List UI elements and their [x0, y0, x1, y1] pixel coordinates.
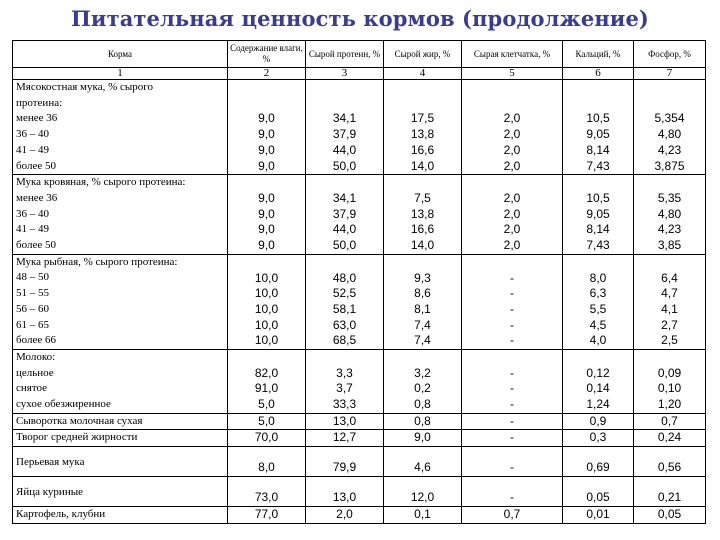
feed-name-line: менее 36 — [16, 191, 58, 204]
value: 34,1 — [332, 111, 357, 126]
value-cell-phosphorus — [634, 349, 706, 413]
feed-name-line: цельное — [16, 366, 54, 379]
value: 2,5 — [661, 333, 678, 348]
value-cell-fat — [384, 80, 462, 175]
value-cell-phosphorus: 0,7 — [634, 413, 706, 430]
value: 50,0 — [332, 158, 357, 173]
value-cell-protein — [306, 80, 384, 175]
value: 9,0 — [258, 222, 275, 237]
value: - — [510, 317, 514, 332]
value: 5,354 — [654, 111, 685, 126]
value: 9,05 — [586, 206, 610, 221]
value-cell-fiber: - — [462, 477, 563, 507]
feed-name-line: сухое обезжиренное — [16, 398, 111, 411]
value: 4,0 — [589, 333, 607, 348]
value-cell-moisture — [228, 175, 306, 255]
value: 37,9 — [332, 206, 357, 221]
value-cell-moisture — [228, 80, 306, 175]
value-cell-phosphorus — [634, 80, 706, 175]
value-cell-fat: 0,8 — [384, 413, 462, 430]
value: 2,0 — [503, 127, 521, 142]
value: 9,0 — [258, 127, 275, 142]
value: 10,0 — [254, 317, 279, 332]
value-cell-fat — [384, 175, 462, 255]
value: 0,8 — [414, 397, 431, 412]
value: 16,6 — [410, 142, 435, 157]
value: 4,23 — [657, 142, 682, 157]
column-number: 1 — [13, 68, 228, 80]
feed-name-cell: Картофель, клубни — [13, 507, 228, 524]
value: 9,0 — [258, 190, 275, 205]
table-row — [13, 175, 706, 255]
value: 0,12 — [586, 365, 610, 380]
value-cell-fiber — [462, 80, 563, 175]
value-cell-phosphorus — [634, 254, 706, 349]
feed-name-line: более 66 — [16, 334, 56, 347]
value: 7,5 — [414, 190, 431, 205]
value: 9,0 — [258, 238, 275, 253]
value: - — [510, 286, 514, 301]
table-row — [13, 413, 706, 430]
value-cell-fat: 4,6 — [384, 447, 462, 477]
value-cell-protein — [306, 254, 384, 349]
table-row — [13, 507, 706, 524]
feed-name-line: 36 – 40 — [16, 207, 49, 220]
value: 2,0 — [503, 158, 521, 173]
value: 2,0 — [503, 111, 521, 126]
value: 44,0 — [332, 142, 357, 157]
column-number-row — [13, 68, 706, 80]
value-cell-fiber — [462, 254, 563, 349]
value-cell-calcium — [563, 175, 634, 255]
value-cell-protein: 2,0 — [306, 507, 384, 524]
value-cell-phosphorus: 0,24 — [634, 430, 706, 447]
value-cell-calcium: 0,01 — [563, 507, 634, 524]
feed-name-line: 51 – 55 — [16, 287, 49, 300]
value: 5,5 — [589, 301, 607, 316]
value-cell-fat: 12,0 — [384, 477, 462, 507]
value: 9,05 — [586, 127, 610, 142]
value-cell-calcium: 0,3 — [563, 430, 634, 447]
value: 2,0 — [503, 238, 521, 253]
feed-name-line: 48 – 50 — [16, 271, 49, 284]
value-cell-protein: 13,0 — [306, 477, 384, 507]
value: - — [510, 333, 514, 348]
value: 10,0 — [254, 270, 279, 285]
header-protein: Сырой протеин, % — [306, 41, 384, 68]
value: 0,10 — [657, 381, 682, 396]
value: 44,0 — [332, 222, 357, 237]
value: 48,0 — [332, 270, 357, 285]
header-moisture: Содержание влаги, % — [228, 41, 306, 68]
value: 7,4 — [414, 317, 431, 332]
value: 2,0 — [503, 190, 521, 205]
feed-name-cell — [13, 254, 228, 349]
value: 91,0 — [254, 381, 279, 396]
value: 4,7 — [661, 286, 678, 301]
value: 10,0 — [254, 333, 279, 348]
value: 3,7 — [336, 381, 353, 396]
value: 3,85 — [657, 238, 682, 253]
feed-name-cell: Перьевая мука — [13, 447, 228, 477]
value: 37,9 — [332, 127, 357, 142]
value: - — [510, 365, 514, 380]
feed-name-cell: Творог средней жирности — [13, 430, 228, 447]
feed-name-line: Мука кровяная, % сырого протеина: — [16, 176, 186, 189]
value: 68,5 — [332, 333, 357, 348]
header-fiber: Сырая клетчатка, % — [462, 41, 563, 68]
value: 4,80 — [657, 127, 682, 142]
value: 8,14 — [586, 142, 610, 157]
value-cell-moisture: 8,0 — [228, 447, 306, 477]
feed-name-cell — [13, 349, 228, 413]
page-title: Питательная ценность кормов (продолжение) — [71, 6, 649, 31]
value: 10,0 — [254, 301, 279, 316]
feed-name-line: 41 – 49 — [16, 143, 49, 156]
feed-name-line: Мука рыбная, % сырого протеина: — [16, 255, 178, 268]
header-fat: Сырой жир, % — [384, 41, 462, 68]
feed-name-line: Молоко: — [16, 350, 56, 363]
value-cell-phosphorus: 0,56 — [634, 447, 706, 477]
value: 14,0 — [410, 238, 435, 253]
feed-name-line: 56 – 60 — [16, 302, 49, 315]
value: 8,6 — [414, 286, 431, 301]
value: 14,0 — [410, 158, 435, 173]
value: 8,14 — [586, 222, 610, 237]
value-cell-moisture — [228, 349, 306, 413]
value: 8,1 — [414, 301, 431, 316]
value: 16,6 — [410, 222, 435, 237]
value-cell-fat — [384, 349, 462, 413]
value: 13,8 — [410, 127, 435, 142]
value: 4,23 — [657, 222, 682, 237]
header-row — [13, 41, 706, 68]
value-cell-moisture — [228, 254, 306, 349]
feed-nutrition-table — [12, 40, 706, 524]
value: 5,0 — [258, 397, 275, 412]
feed-name-line: менее 36 — [16, 112, 58, 125]
feed-name-line: Мясокостная мука, % сырого — [16, 81, 153, 93]
feed-name-line: более 50 — [16, 159, 56, 172]
value-cell-moisture: 77,0 — [228, 507, 306, 524]
value: 4,1 — [661, 301, 678, 316]
value: 5,35 — [657, 190, 682, 205]
value-cell-moisture: 73,0 — [228, 477, 306, 507]
value: 3,2 — [414, 365, 431, 380]
value: 9,3 — [414, 270, 431, 285]
value: 10,5 — [586, 111, 610, 126]
value-cell-calcium: 0,9 — [563, 413, 634, 430]
value: 82,0 — [254, 365, 279, 380]
feed-name-line: более 50 — [16, 239, 56, 252]
value: 4,80 — [657, 206, 682, 221]
value: 10,5 — [586, 190, 610, 205]
value-cell-protein — [306, 349, 384, 413]
value: - — [510, 301, 514, 316]
column-number: 3 — [306, 68, 384, 80]
value-cell-phosphorus: 0,05 — [634, 507, 706, 524]
table-row — [13, 430, 706, 447]
value-cell-calcium — [563, 349, 634, 413]
feed-name-cell: Сыворотка молочная сухая — [13, 413, 228, 430]
feed-name-line: 61 – 65 — [16, 318, 49, 331]
header-calcium: Кальций, % — [563, 41, 634, 68]
feed-name-line: протеина: — [16, 96, 63, 109]
value: 2,0 — [503, 142, 521, 157]
value-cell-calcium — [563, 254, 634, 349]
value-cell-phosphorus: 0,21 — [634, 477, 706, 507]
value-cell-moisture: 70,0 — [228, 430, 306, 447]
value: 2,0 — [503, 222, 521, 237]
column-number: 4 — [384, 68, 462, 80]
value-cell-fiber: - — [462, 413, 563, 430]
column-number: 6 — [563, 68, 634, 80]
value-cell-calcium: 0,69 — [563, 447, 634, 477]
feed-name-line: 36 – 40 — [16, 128, 49, 141]
value: 63,0 — [332, 317, 357, 332]
feed-name-cell: Яйца куриные — [13, 477, 228, 507]
value-cell-protein: 12,7 — [306, 430, 384, 447]
value: 50,0 — [332, 238, 357, 253]
value: 8,0 — [589, 270, 607, 285]
value-cell-fiber: - — [462, 430, 563, 447]
header-feed: Корма — [13, 41, 228, 68]
value: 1,24 — [586, 397, 610, 412]
value-cell-phosphorus — [634, 175, 706, 255]
value: 58,1 — [332, 301, 357, 316]
value-cell-fat — [384, 254, 462, 349]
value-cell-moisture: 5,0 — [228, 413, 306, 430]
value-cell-protein: 13,0 — [306, 413, 384, 430]
value: 0,14 — [586, 381, 610, 396]
value: - — [510, 397, 514, 412]
value: 7,4 — [414, 333, 431, 348]
value: 2,7 — [661, 317, 678, 332]
value: 3,875 — [654, 158, 685, 173]
feed-name-line: 41 – 49 — [16, 223, 49, 236]
column-number: 2 — [228, 68, 306, 80]
value: 1,20 — [657, 397, 682, 412]
value: 6,4 — [661, 270, 678, 285]
value-cell-fiber: - — [462, 447, 563, 477]
value: - — [510, 381, 514, 396]
table-row — [13, 477, 706, 507]
value: 7,43 — [586, 238, 610, 253]
value: 0,2 — [414, 381, 431, 396]
value: 34,1 — [332, 190, 357, 205]
value: 4,5 — [589, 317, 607, 332]
value-cell-fiber — [462, 349, 563, 413]
table-row — [13, 80, 706, 175]
feed-name-cell — [13, 175, 228, 255]
column-number: 5 — [462, 68, 563, 80]
value: 33,3 — [332, 397, 357, 412]
value: 9,0 — [258, 158, 275, 173]
value: 17,5 — [410, 111, 435, 126]
value-cell-fat: 9,0 — [384, 430, 462, 447]
value: 7,43 — [586, 158, 610, 173]
value-cell-calcium: 0,05 — [563, 477, 634, 507]
value: 9,0 — [258, 142, 275, 157]
value: 9,0 — [258, 111, 275, 126]
value: 10,0 — [254, 286, 279, 301]
value-cell-fat: 0,1 — [384, 507, 462, 524]
value: - — [510, 270, 514, 285]
value-cell-fiber — [462, 175, 563, 255]
value: 52,5 — [332, 286, 357, 301]
table-row — [13, 254, 706, 349]
value: 2,0 — [503, 206, 521, 221]
header-phosphorus: Фосфор, % — [634, 41, 706, 68]
table-row — [13, 447, 706, 477]
feed-name-line: снятое — [16, 382, 48, 395]
value: 0,09 — [657, 365, 682, 380]
value-cell-fiber: 0,7 — [462, 507, 563, 524]
feed-name-cell — [13, 80, 228, 175]
value: 6,3 — [589, 286, 607, 301]
value-cell-protein: 79,9 — [306, 447, 384, 477]
value-cell-calcium — [563, 80, 634, 175]
value-cell-protein — [306, 175, 384, 255]
table-row — [13, 349, 706, 413]
value: 13,8 — [410, 206, 435, 221]
value: 9,0 — [258, 206, 275, 221]
column-number: 7 — [634, 68, 706, 80]
value: 3,3 — [336, 365, 353, 380]
